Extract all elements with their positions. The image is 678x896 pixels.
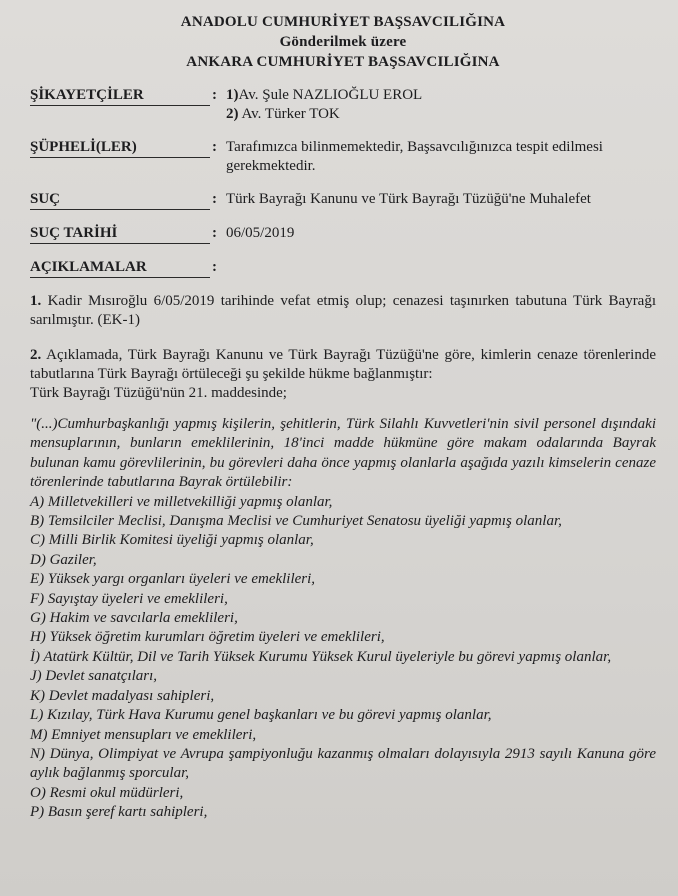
field-explanations	[30, 258, 656, 278]
header-line-3: ANKARA CUMHURİYET BAŞSAVCILIĞINA	[186, 54, 500, 70]
field-value-crime: Türk Bayrağı Kanunu ve Türk Bayrağı Tüzüğü'ne Muhalefet	[226, 191, 591, 207]
quote-item: O) Resmi okul müdürleri,	[30, 784, 184, 801]
quote-item: G) Hakim ve savcılarla emeklileri,	[30, 610, 238, 627]
header-line-2: Gönderilmek üzere	[279, 34, 407, 50]
field-complainants	[30, 86, 656, 124]
field-label-crime: SUÇ	[30, 190, 210, 210]
regulation-quote	[30, 415, 656, 823]
field-value-complainants	[226, 86, 656, 124]
complainant-1-number: 1)	[226, 87, 239, 103]
paragraph-2	[30, 346, 656, 403]
quote-item: D) Gaziler,	[30, 551, 97, 568]
field-value-suspects: Tarafımızca bilinmemektedir, Başsavcılığınızca tespit edilmesi gerekmektedir.	[226, 139, 603, 174]
paragraph-1	[30, 292, 656, 330]
paragraph-2-number: 2.	[30, 347, 42, 363]
header-line-1: ANADOLU CUMHURİYET BAŞSAVCILIĞINA	[180, 14, 506, 30]
quote-item: L) Kızılay, Türk Hava Kurumu genel başkanları ve bu görevi yapmış olanlar,	[30, 707, 492, 724]
complainant-1: Av. Şule NAZLIOĞLU EROL	[238, 87, 423, 103]
paragraph-2-text: Açıklamada, Türk Bayrağı Kanunu ve Türk Bayrağı Tüzüğü'ne göre, kimlerin cenaze törenlerinde tabutlarına Türk Bayrağı örtüleceği şu şekilde hükme bağlanmıştır:	[30, 347, 656, 382]
field-label-complainants: ŞİKAYETÇİLER	[30, 86, 210, 106]
field-value-crime-date: 06/05/2019	[226, 225, 295, 241]
quote-item: B) Temsilciler Meclisi, Danışma Meclisi ve Cumhuriyet Senatosu üyeliği yapmış olanlar,	[30, 513, 562, 530]
complainant-2-number: 2)	[226, 106, 239, 122]
field-colon: :	[212, 191, 217, 207]
quote-item: M) Emniyet mensupları ve emeklileri,	[30, 726, 257, 743]
quote-item: K) Devlet madalyası sahipleri,	[30, 687, 215, 704]
field-label-suspects: ŞÜPHELİ(LER)	[30, 138, 210, 158]
field-crime	[30, 190, 656, 210]
quote-item: C) Milli Birlik Komitesi üyeliği yapmış olanlar,	[30, 532, 314, 549]
quote-item: İ) Atatürk Kültür, Dil ve Tarih Yüksek Kurumu Yüksek Kurul üyeleriyle bu görevi yapmış olanlar,	[30, 648, 612, 665]
quote-item: J) Devlet sanatçıları,	[30, 668, 158, 685]
quote-intro: "(...)Cumhurbaşkanlığı yapmış kişilerin, şehitlerin, Türk Silahlı Kuvvetleri'nin sivil personel dışındaki mensuplarının, bunların emeklilerinin, 18'inci madde hükmüne göre makam odalarında Bayrak bulunan kamu görevlilerinin, bu görevleri daha önce yapmış olanlarla aşağıda yazılı kimselerin cenaze törenlerinde tabutlarına Bayrak örtülebilir:	[30, 416, 656, 491]
quote-item: A) Milletvekilleri ve milletvekilliği yapmış olanlar,	[30, 493, 333, 510]
field-crime-date	[30, 224, 656, 244]
field-colon: :	[212, 259, 217, 275]
quote-item: P) Basın şeref kartı sahipleri,	[30, 804, 208, 821]
field-colon: :	[212, 225, 217, 241]
field-label-explanations: AÇIKLAMALAR	[30, 258, 210, 278]
quote-item: F) Sayıştay üyeleri ve emeklileri,	[30, 590, 228, 607]
document-header	[30, 12, 656, 72]
complainant-2: Av. Türker TOK	[241, 106, 340, 122]
paragraph-2-article: Türk Bayrağı Tüzüğü'nün 21. maddesinde;	[30, 385, 287, 401]
field-colon: :	[212, 87, 217, 103]
field-colon: :	[212, 139, 217, 155]
quote-item: H) Yüksek öğretim kurumları öğretim üyeleri ve emeklileri,	[30, 629, 385, 646]
paragraph-1-number: 1.	[30, 293, 42, 309]
quote-item: E) Yüksek yargı organları üyeleri ve emeklileri,	[30, 571, 316, 588]
fields-section	[30, 86, 656, 278]
field-label-crime-date: SUÇ TARİHİ	[30, 224, 210, 244]
field-suspects	[30, 138, 656, 176]
paragraph-1-text: Kadir Mısıroğlu 6/05/2019 tarihinde vefat etmiş olup; cenazesi taşınırken tabutuna Türk Bayrağı sarılmıştır. (EK-1)	[30, 293, 657, 328]
quote-item: N) Dünya, Olimpiyat ve Avrupa şampiyonluğu kazanmış olmaları dolayısıyla 2913 sayılı Kanuna göre aylık bağlanmış sporcular,	[30, 745, 656, 782]
